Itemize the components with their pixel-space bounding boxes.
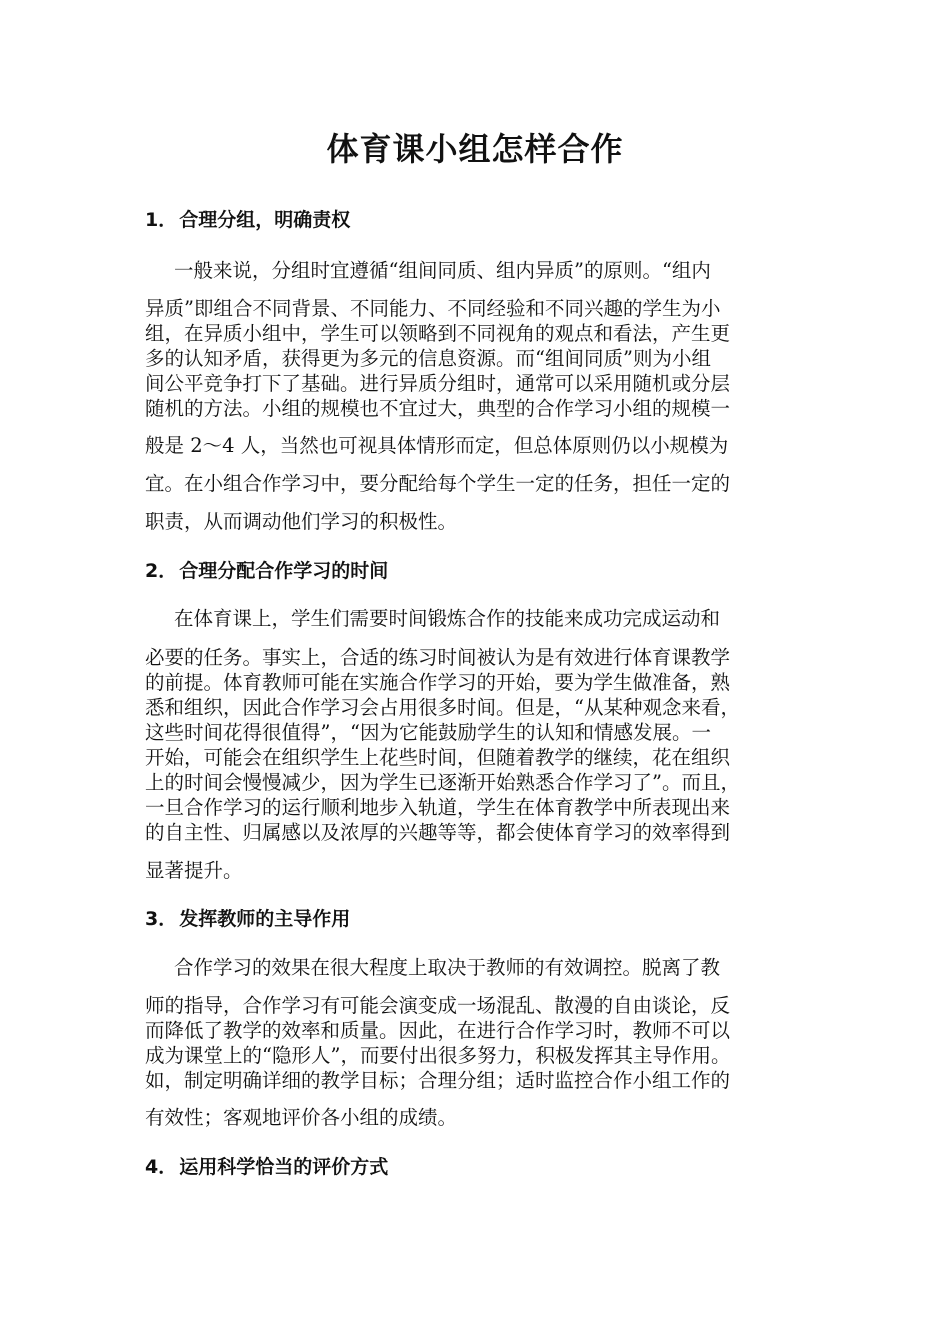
text-line: 合作学习的效果在很大程度上取决于教师的有效调控。脱离了教 [174,956,721,979]
text-line: 一旦合作学习的运行顺利地步入轨道，学生在体育教学中所表现出来 [145,796,731,819]
section-title: 合理分配合作学习的时间 [179,560,389,582]
text-line: 有效性；客观地评价各小组的成绩。 [145,1106,458,1129]
text-line: 悉和组织，因此合作学习会占用很多时间。但是，“从某种观念来看， [145,696,740,719]
section-4-heading [145,1154,388,1180]
text-line: 随机的方法。小组的规模也不宜过大，典型的合作学习小组的规模一 [145,397,731,420]
text-line: 显著提升。 [145,859,243,882]
text-line: 在体育课上，学生们需要时间锻炼合作的技能来成功完成运动和 [174,607,721,630]
text-line: 宜。在小组合作学习中，要分配给每个学生一定的任务，担任一定的 [145,472,731,495]
section-number: 3． [145,908,178,930]
text-line: 成为课堂上的“隐形人”，而要付出很多努力，积极发挥其主导作用。 [145,1044,731,1067]
text-line: 异质”即组合不同背景、不同能力、不同经验和不同兴趣的学生为小 [145,297,721,320]
text-line: 必要的任务。事实上，合适的练习时间被认为是有效进行体育课教学 [145,646,731,669]
text-line: 的自主性、归属感以及浓厚的兴趣等等，都会使体育学习的效率得到 [145,821,731,844]
text-line: 这些时间花得很值得”，“因为它能鼓励学生的认知和情感发展。一 [145,721,711,744]
text-line: 多的认知矛盾，获得更为多元的信息资源。而“组间同质”则为小组 [145,347,711,370]
text-line: 般是 2～4 人，当然也可视具体情形而定，但总体原则仍以小规模为 [145,434,729,457]
section-number: 1． [145,209,178,231]
text-line: 一般来说，分组时宜遵循“组间同质、组内异质”的原则。“组内 [174,259,711,282]
text-line: 间公平竞争打下了基础。进行异质分组时，通常可以采用随机或分层 [145,372,731,395]
text-line: 开始，可能会在组织学生上花些时间，但随着教学的继续，花在组织 [145,746,731,769]
section-1-heading [145,207,350,233]
section-3-heading [145,906,350,932]
section-number: 2． [145,560,178,582]
section-title: 运用科学恰当的评价方式 [179,1156,389,1178]
text-line: 如，制定明确详细的教学目标；合理分组；适时监控合作小组工作的 [145,1069,731,1092]
section-title: 发挥教师的主导作用 [179,908,351,930]
document-title: 体育课小组怎样合作 [326,130,624,168]
text-line: 的前提。体育教师可能在实施合作学习的开始，要为学生做准备，熟 [145,671,731,694]
text-line: 职责，从而调动他们学习的积极性。 [145,510,458,533]
text-line: 而降低了教学的效率和质量。因此，在进行合作学习时，教师不可以 [145,1019,731,1042]
section-title: 合理分组，明确责权 [179,209,351,231]
section-number: 4． [145,1156,178,1178]
text-line: 组，在异质小组中，学生可以领略到不同视角的观点和看法，产生更 [145,322,731,345]
text-line: 上的时间会慢慢减少，因为学生已逐渐开始熟悉合作学习了”。而且， [145,771,740,794]
section-2-heading [145,558,388,584]
text-line: 师的指导，合作学习有可能会演变成一场混乱、散漫的自由谈论，反 [145,994,731,1017]
